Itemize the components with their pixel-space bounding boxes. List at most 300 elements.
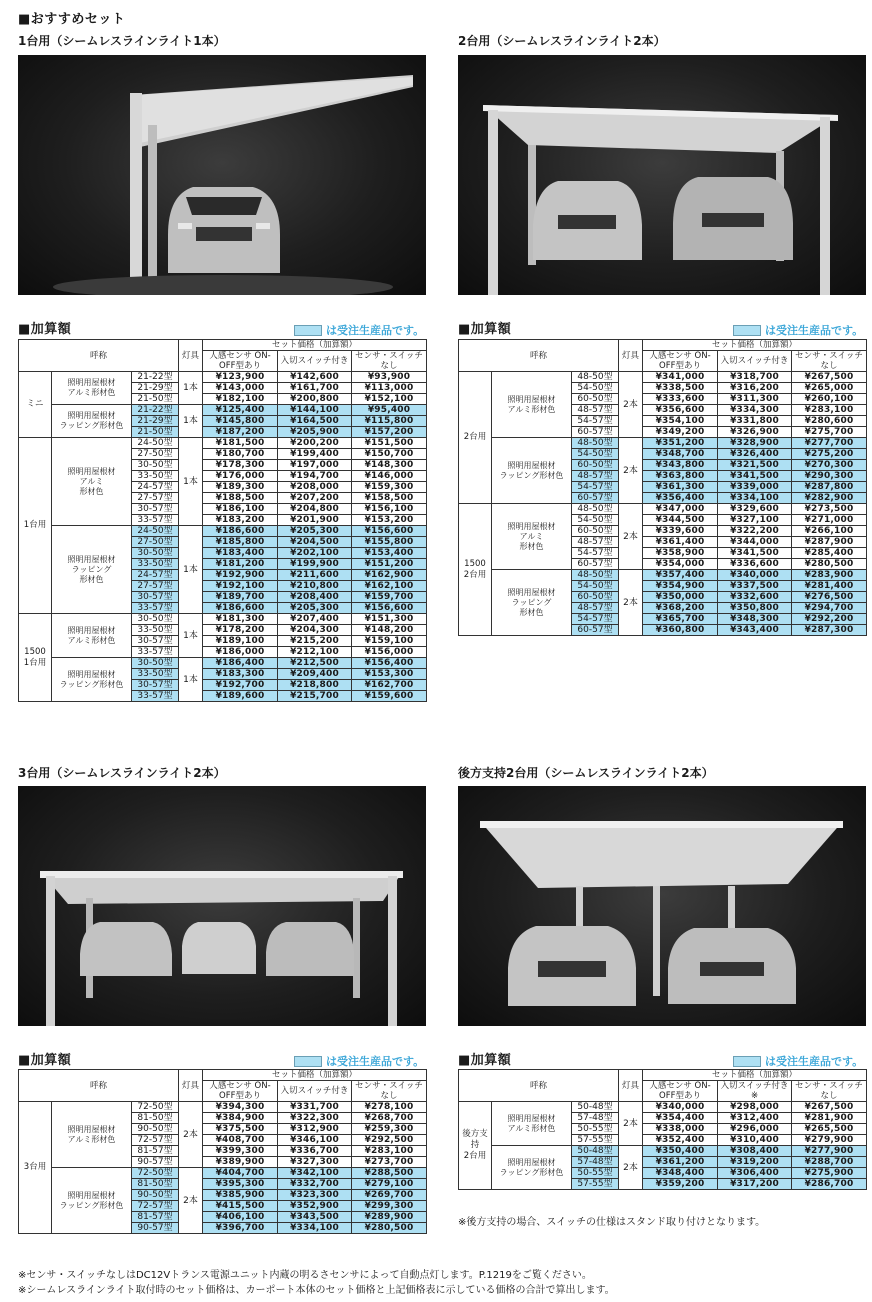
price-none: ¥153,300 (352, 669, 427, 680)
lamp-cell: 1本 (179, 526, 203, 614)
price-switch: ¥346,100 (278, 1135, 352, 1146)
price-none: ¥150,700 (352, 449, 427, 460)
price-none: ¥279,100 (352, 1179, 427, 1190)
group-label-text: 2台用 (463, 1151, 487, 1161)
price-sensor: ¥356,600 (643, 405, 718, 416)
price-switch: ¥317,200 (718, 1179, 792, 1190)
price-sensor: ¥123,900 (203, 372, 278, 383)
price-none: ¥159,700 (352, 592, 427, 603)
price-switch: ¥334,300 (718, 405, 792, 416)
price-none: ¥287,800 (792, 482, 867, 493)
price-switch: ¥204,300 (278, 625, 352, 636)
price-none: ¥115,800 (352, 416, 427, 427)
price-switch: ¥339,000 (718, 482, 792, 493)
price-switch: ¥322,300 (278, 1113, 352, 1124)
price-sensor: ¥359,200 (643, 1179, 718, 1190)
model-cell: 24-50型 (132, 526, 179, 537)
price-switch: ¥341,500 (718, 548, 792, 559)
price-switch: ¥340,000 (718, 570, 792, 581)
model-cell: 33-57型 (132, 691, 179, 702)
price-switch: ¥327,300 (278, 1157, 352, 1168)
price-switch: ¥205,300 (278, 603, 352, 614)
price-switch: ¥207,400 (278, 614, 352, 625)
model-cell: 60-50型 (572, 526, 619, 537)
price-sensor: ¥354,900 (643, 581, 718, 592)
model-cell: 48-50型 (572, 372, 619, 383)
price-none: ¥283,100 (352, 1146, 427, 1157)
model-cell: 54-57型 (572, 614, 619, 625)
price-none: ¥153,400 (352, 548, 427, 559)
legend-4 (733, 1053, 863, 1069)
price-none: ¥275,900 (792, 1168, 867, 1179)
lamp-cell: 2本 (619, 372, 643, 438)
price-switch: ¥322,200 (718, 526, 792, 537)
model-cell: 48-57型 (572, 471, 619, 482)
header-row (459, 1070, 867, 1081)
price-sensor: ¥339,600 (643, 526, 718, 537)
table-row (459, 504, 867, 515)
price-none: ¥95,400 (352, 405, 427, 416)
model-cell: 54-50型 (572, 383, 619, 394)
page-title: ■おすすめセット (18, 12, 126, 27)
price-none: ¥159,100 (352, 636, 427, 647)
price-sensor: ¥181,200 (203, 559, 278, 570)
price-none: ¥292,200 (792, 614, 867, 625)
price-none: ¥294,700 (792, 603, 867, 614)
price-none: ¥113,000 (352, 383, 427, 394)
model-cell: 33-57型 (132, 515, 179, 526)
price-sensor: ¥399,300 (203, 1146, 278, 1157)
price-none: ¥267,500 (792, 372, 867, 383)
price-none: ¥158,500 (352, 493, 427, 504)
price-none: ¥288,700 (792, 1157, 867, 1168)
back-support-note: ※後方支持の場合、スイッチの仕様はスタンド取り付けとなります。 (458, 1217, 766, 1228)
price-none: ¥280,500 (352, 1223, 427, 1234)
price-switch: ¥344,000 (718, 537, 792, 548)
price-none: ¥283,900 (792, 570, 867, 581)
legend-swatch (294, 1056, 322, 1067)
price-sensor: ¥186,600 (203, 603, 278, 614)
table-row (19, 405, 427, 416)
material-label: 照明用屋根材 アルミ形材色 (52, 1102, 132, 1168)
price-table-3 (18, 1069, 427, 1234)
lamp-cell: 2本 (619, 1146, 643, 1190)
price-sensor: ¥192,900 (203, 570, 278, 581)
price-sensor: ¥145,800 (203, 416, 278, 427)
model-cell: 57-55型 (572, 1179, 619, 1190)
price-switch: ¥334,100 (278, 1223, 352, 1234)
model-cell: 54-50型 (572, 515, 619, 526)
price-sensor: ¥183,200 (203, 515, 278, 526)
price-none: ¥283,100 (792, 405, 867, 416)
price-switch: ¥328,900 (718, 438, 792, 449)
price-none: ¥269,700 (352, 1190, 427, 1201)
header-set-price: セット価格（加算額） (203, 340, 427, 351)
price-none: ¥292,500 (352, 1135, 427, 1146)
price-sensor: ¥368,200 (643, 603, 718, 614)
model-cell: 72-57型 (132, 1135, 179, 1146)
section-title-4: 後方支持2台用（シームレスラインライト2本） (458, 766, 714, 780)
group-label (459, 1102, 492, 1190)
lamp-cell: 2本 (619, 1102, 643, 1146)
price-sensor: ¥189,600 (203, 691, 278, 702)
price-sensor: ¥357,400 (643, 570, 718, 581)
price-switch: ¥202,100 (278, 548, 352, 559)
model-cell: 48-57型 (572, 603, 619, 614)
price-table-4 (458, 1069, 867, 1190)
model-cell: 48-50型 (572, 438, 619, 449)
price-sensor: ¥360,800 (643, 625, 718, 636)
price-sensor: ¥186,600 (203, 526, 278, 537)
header-lamp: 灯具 (619, 340, 643, 372)
price-none: ¥289,900 (352, 1212, 427, 1223)
price-sensor: ¥182,100 (203, 394, 278, 405)
price-none: ¥162,100 (352, 581, 427, 592)
price-table-1 (18, 339, 427, 702)
model-cell: 27-57型 (132, 493, 179, 504)
group-label (19, 614, 52, 702)
model-cell: 60-57型 (572, 559, 619, 570)
price-sensor: ¥178,200 (203, 625, 278, 636)
header-switch: 入切スイッチ付き (278, 1081, 352, 1102)
header-none: センサ・スイッチなし (352, 351, 427, 372)
price-switch: ¥310,400 (718, 1135, 792, 1146)
material-label: 照明用屋根材 ラッピング形材色 (492, 1146, 572, 1190)
price-none: ¥299,300 (352, 1201, 427, 1212)
model-cell: 81-57型 (132, 1212, 179, 1223)
model-cell: 90-50型 (132, 1124, 179, 1135)
header-sensor: 人感センサ ON-OFF型あり (203, 351, 278, 372)
header-row (459, 340, 867, 351)
group-label-text: 2台用 (463, 569, 487, 580)
header-lamp: 灯具 (619, 1070, 643, 1102)
add-heading-4: ■加算額 (458, 1053, 512, 1068)
model-cell: 33-50型 (132, 471, 179, 482)
model-cell: 50-55型 (572, 1168, 619, 1179)
price-none: ¥259,300 (352, 1124, 427, 1135)
legend-text: は受注生産品です。 (326, 1055, 425, 1068)
legend-swatch (733, 1056, 761, 1067)
material-label: 照明用屋根材 アルミ 形材色 (52, 438, 132, 526)
header-lamp: 灯具 (179, 1070, 203, 1102)
price-none: ¥286,700 (792, 1179, 867, 1190)
price-switch: ¥342,100 (278, 1168, 352, 1179)
price-switch: ¥200,800 (278, 394, 352, 405)
price-switch: ¥197,000 (278, 460, 352, 471)
model-cell: 81-50型 (132, 1113, 179, 1124)
model-cell: 50-48型 (572, 1146, 619, 1157)
group-label (459, 504, 492, 636)
price-none: ¥266,100 (792, 526, 867, 537)
price-switch: ¥343,400 (718, 625, 792, 636)
price-switch: ¥312,400 (718, 1113, 792, 1124)
price-switch: ¥318,700 (718, 372, 792, 383)
price-sensor: ¥189,700 (203, 592, 278, 603)
model-cell: 72-57型 (132, 1201, 179, 1212)
header-name: 呼称 (19, 1070, 179, 1102)
model-cell: 30-57型 (132, 592, 179, 603)
price-sensor: ¥180,700 (203, 449, 278, 460)
price-switch: ¥208,000 (278, 482, 352, 493)
price-none: ¥288,500 (352, 1168, 427, 1179)
model-cell: 33-50型 (132, 559, 179, 570)
price-sensor: ¥361,300 (643, 482, 718, 493)
price-switch: ¥350,800 (718, 603, 792, 614)
price-none: ¥155,800 (352, 537, 427, 548)
price-none: ¥260,100 (792, 394, 867, 405)
header-row (19, 1070, 427, 1081)
price-none: ¥157,200 (352, 427, 427, 438)
price-sensor: ¥395,300 (203, 1179, 278, 1190)
price-sensor: ¥192,700 (203, 680, 278, 691)
material-label: 照明用屋根材 ラッピング形材色 (52, 658, 132, 702)
price-switch: ¥211,600 (278, 570, 352, 581)
price-sensor: ¥341,000 (643, 372, 718, 383)
header-set-price: セット価格（加算額） (643, 340, 867, 351)
price-sensor: ¥361,400 (643, 537, 718, 548)
section-title-1: 1台用（シームレスラインライト1本） (18, 34, 226, 48)
legend-text: は受注生産品です。 (765, 1055, 864, 1068)
group-label (459, 372, 492, 504)
group-label (19, 438, 52, 614)
lamp-cell: 1本 (179, 438, 203, 526)
material-label: 照明用屋根材 アルミ形材色 (52, 614, 132, 658)
price-sensor: ¥358,900 (643, 548, 718, 559)
table-row (19, 614, 427, 625)
price-switch: ¥212,500 (278, 658, 352, 669)
model-cell: 30-57型 (132, 504, 179, 515)
header-sensor: 人感センサ ON-OFF型あり (643, 351, 718, 372)
model-cell: 24-57型 (132, 570, 179, 581)
price-switch: ¥332,600 (718, 592, 792, 603)
price-switch: ¥316,200 (718, 383, 792, 394)
lamp-cell: 1本 (179, 658, 203, 702)
price-none: ¥275,700 (792, 427, 867, 438)
price-sensor: ¥415,500 (203, 1201, 278, 1212)
legend-swatch (733, 325, 761, 336)
price-switch: ¥341,500 (718, 471, 792, 482)
model-cell: 21-29型 (132, 416, 179, 427)
price-switch: ¥337,500 (718, 581, 792, 592)
price-sensor: ¥343,800 (643, 460, 718, 471)
price-none: ¥162,900 (352, 570, 427, 581)
material-label: 照明用屋根材 アルミ 形材色 (492, 504, 572, 570)
price-sensor: ¥361,200 (643, 1157, 718, 1168)
price-sensor: ¥394,300 (203, 1102, 278, 1113)
price-sensor: ¥178,300 (203, 460, 278, 471)
group-label-text: 1台用 (23, 657, 47, 668)
price-none: ¥156,100 (352, 504, 427, 515)
model-cell: 60-50型 (572, 592, 619, 603)
lamp-cell: 1本 (179, 614, 203, 658)
price-sensor: ¥192,100 (203, 581, 278, 592)
add-heading-2: ■加算額 (458, 322, 512, 337)
material-label: 照明用屋根材 ラッピング形材色 (52, 405, 132, 438)
model-cell: 30-57型 (132, 680, 179, 691)
price-none: ¥280,500 (792, 559, 867, 570)
material-label: 照明用屋根材 アルミ形材色 (492, 372, 572, 438)
price-sensor: ¥176,000 (203, 471, 278, 482)
add-heading-3: ■加算額 (18, 1053, 72, 1068)
header-sensor: 人感センサ ON-OFF型あり (203, 1081, 278, 1102)
price-switch: ¥212,100 (278, 647, 352, 658)
price-none: ¥281,900 (792, 1113, 867, 1124)
price-none: ¥287,300 (792, 625, 867, 636)
group-label-text: 1台用 (23, 520, 47, 530)
price-none: ¥290,300 (792, 471, 867, 482)
model-cell: 54-57型 (572, 548, 619, 559)
header-switch: 入切スイッチ付き (718, 351, 792, 372)
legend-1 (294, 322, 424, 338)
model-cell: 90-50型 (132, 1190, 179, 1201)
model-cell: 24-50型 (132, 438, 179, 449)
price-sensor: ¥354,000 (643, 559, 718, 570)
model-cell: 21-50型 (132, 427, 179, 438)
price-sensor: ¥404,700 (203, 1168, 278, 1179)
price-switch: ¥329,600 (718, 504, 792, 515)
carport-photo-2 (458, 55, 866, 295)
price-sensor: ¥363,800 (643, 471, 718, 482)
price-none: ¥148,300 (352, 460, 427, 471)
price-sensor: ¥340,000 (643, 1102, 718, 1113)
price-switch: ¥296,000 (718, 1124, 792, 1135)
table-row (19, 526, 427, 537)
model-cell: 48-50型 (572, 504, 619, 515)
price-sensor: ¥352,400 (643, 1135, 718, 1146)
legend-text: は受注生産品です。 (765, 324, 864, 337)
price-sensor: ¥125,400 (203, 405, 278, 416)
price-sensor: ¥187,200 (203, 427, 278, 438)
price-switch: ¥218,800 (278, 680, 352, 691)
model-cell: 27-50型 (132, 449, 179, 460)
price-sensor: ¥183,400 (203, 548, 278, 559)
material-label: 照明用屋根材 ラッピング 形材色 (52, 526, 132, 614)
price-none: ¥277,900 (792, 1146, 867, 1157)
legend-2 (733, 322, 863, 338)
table-row (19, 1168, 427, 1179)
price-switch: ¥205,300 (278, 526, 352, 537)
price-switch: ¥200,200 (278, 438, 352, 449)
header-name: 呼称 (459, 340, 619, 372)
price-sensor: ¥338,500 (643, 383, 718, 394)
lamp-cell: 2本 (179, 1168, 203, 1234)
header-switch: 入切スイッチ付き (278, 351, 352, 372)
price-switch: ¥298,000 (718, 1102, 792, 1113)
table-row (459, 372, 867, 383)
model-cell: 30-50型 (132, 548, 179, 559)
model-cell: 33-50型 (132, 669, 179, 680)
model-cell: 27-50型 (132, 537, 179, 548)
model-cell: 54-57型 (572, 482, 619, 493)
model-cell: 60-57型 (572, 427, 619, 438)
model-cell: 30-50型 (132, 460, 179, 471)
model-cell: 72-50型 (132, 1168, 179, 1179)
price-none: ¥287,900 (792, 537, 867, 548)
model-cell: 72-50型 (132, 1102, 179, 1113)
price-sensor: ¥385,900 (203, 1190, 278, 1201)
model-cell: 33-57型 (132, 603, 179, 614)
group-label-text: ミニ (26, 399, 44, 409)
lamp-cell: 2本 (619, 570, 643, 636)
price-switch: ¥164,500 (278, 416, 352, 427)
price-switch: ¥204,800 (278, 504, 352, 515)
price-switch: ¥352,900 (278, 1201, 352, 1212)
price-switch: ¥332,700 (278, 1179, 352, 1190)
table-row (459, 1146, 867, 1157)
legend-3 (294, 1053, 424, 1069)
price-none: ¥267,500 (792, 1102, 867, 1113)
price-none: ¥285,400 (792, 548, 867, 559)
table-row (459, 570, 867, 581)
price-switch: ¥343,500 (278, 1212, 352, 1223)
price-switch: ¥194,700 (278, 471, 352, 482)
model-cell: 90-57型 (132, 1157, 179, 1168)
price-switch: ¥348,300 (718, 614, 792, 625)
group-label (19, 372, 52, 438)
material-label: 照明用屋根材 ラッピング形材色 (52, 1168, 132, 1234)
table-row (19, 658, 427, 669)
price-switch: ¥326,400 (718, 449, 792, 460)
model-cell: 27-57型 (132, 581, 179, 592)
group-label-text: 1500 (464, 558, 486, 569)
price-sensor: ¥347,000 (643, 504, 718, 515)
lamp-cell: 1本 (179, 372, 203, 405)
price-sensor: ¥189,100 (203, 636, 278, 647)
price-none: ¥152,100 (352, 394, 427, 405)
price-sensor: ¥350,000 (643, 592, 718, 603)
price-none: ¥93,900 (352, 372, 427, 383)
table-row (19, 438, 427, 449)
model-cell: 30-50型 (132, 614, 179, 625)
price-switch: ¥326,900 (718, 427, 792, 438)
lamp-cell: 2本 (619, 504, 643, 570)
price-switch: ¥199,400 (278, 449, 352, 460)
price-switch: ¥144,100 (278, 405, 352, 416)
price-none: ¥162,700 (352, 680, 427, 691)
price-sensor: ¥396,700 (203, 1223, 278, 1234)
legend-swatch (294, 325, 322, 336)
group-label-text: 1500 (24, 646, 46, 657)
price-sensor: ¥365,700 (643, 614, 718, 625)
section-title-3: 3台用（シームレスラインライト2本） (18, 766, 226, 780)
price-sensor: ¥186,400 (203, 658, 278, 669)
price-sensor: ¥389,900 (203, 1157, 278, 1168)
price-switch: ¥331,800 (718, 416, 792, 427)
model-cell: 60-50型 (572, 460, 619, 471)
header-row (19, 340, 427, 351)
price-none: ¥279,900 (792, 1135, 867, 1146)
price-none: ¥273,700 (352, 1157, 427, 1168)
price-sensor: ¥181,500 (203, 438, 278, 449)
price-sensor: ¥406,100 (203, 1212, 278, 1223)
price-switch: ¥321,500 (718, 460, 792, 471)
price-sensor: ¥375,500 (203, 1124, 278, 1135)
section-title-2: 2台用（シームレスラインライト2本） (458, 34, 666, 48)
group-label (19, 1102, 52, 1234)
price-none: ¥156,600 (352, 526, 427, 537)
price-sensor: ¥183,300 (203, 669, 278, 680)
table-row (459, 438, 867, 449)
header-set-price: セット価格（加算額） (203, 1070, 427, 1081)
price-switch: ¥209,400 (278, 669, 352, 680)
price-none: ¥159,300 (352, 482, 427, 493)
price-switch: ¥308,400 (718, 1146, 792, 1157)
price-sensor: ¥338,000 (643, 1124, 718, 1135)
price-sensor: ¥354,400 (643, 1113, 718, 1124)
price-none: ¥265,000 (792, 383, 867, 394)
model-cell: 50-55型 (572, 1124, 619, 1135)
header-lamp: 灯具 (179, 340, 203, 372)
